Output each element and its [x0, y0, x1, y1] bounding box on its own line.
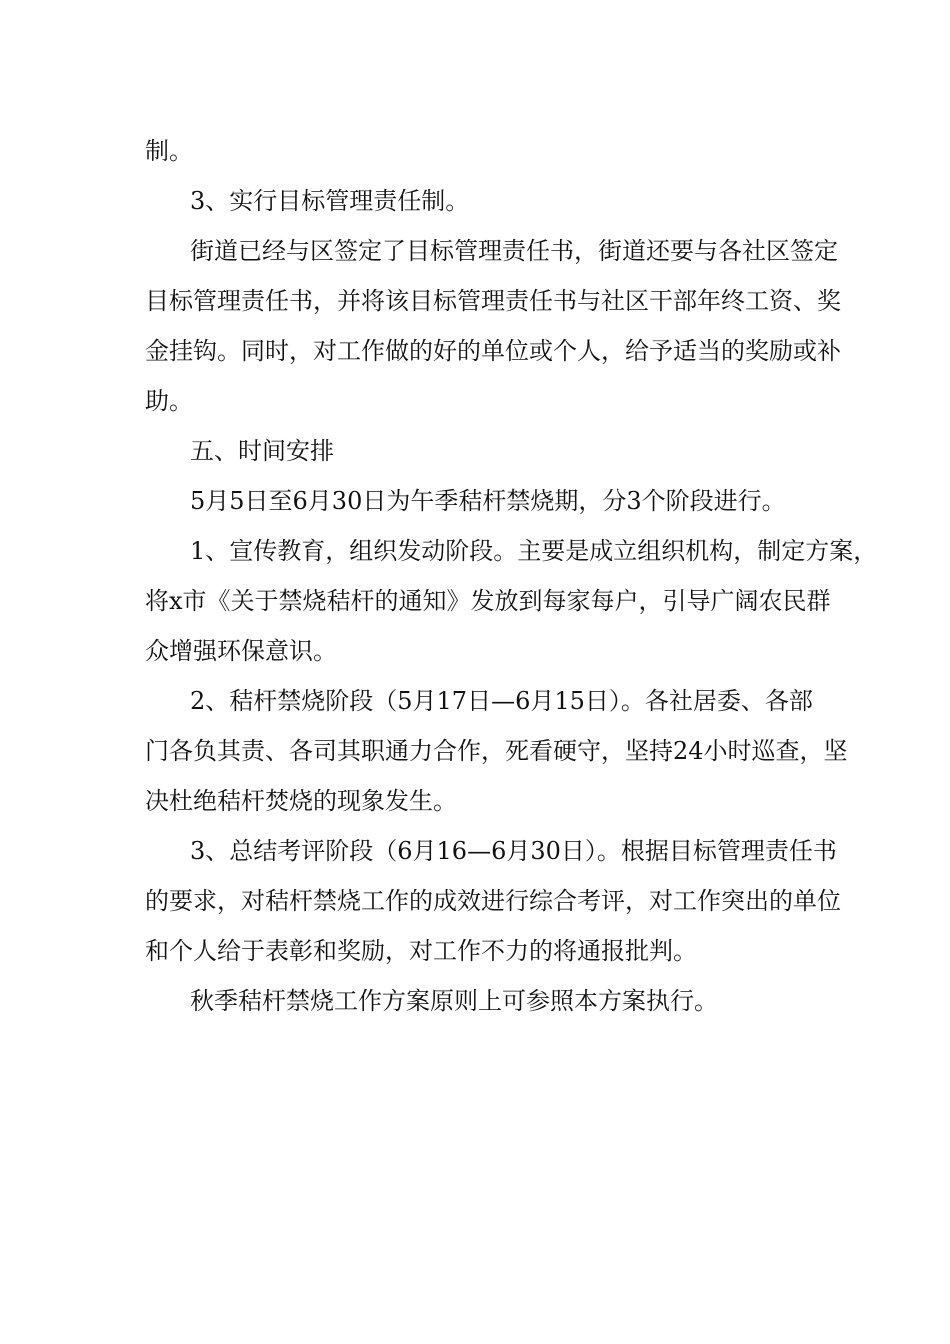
- text-line: 5月5日至6月30日为午季秸杆禁烧期，分3个阶段进行。: [190, 487, 786, 515]
- text-line: 的要求，对秸杆禁烧工作的成效进行综合考评，对工作突出的单位: [145, 887, 841, 915]
- text-line: 秋季秸杆禁烧工作方案原则上可参照本方案执行。: [190, 987, 718, 1015]
- text-line: 1、宣传教育，组织发动阶段。主要是成立组织机构，制定方案，: [190, 537, 878, 565]
- text-line: 金挂钩。同时，对工作做的好的单位或个人，给予适当的奖励或补: [145, 337, 841, 365]
- text-line: 和个人给于表彰和奖励，对工作不力的将通报批判。: [145, 937, 697, 965]
- text-line: 决杜绝秸杆焚烧的现象发生。: [145, 787, 457, 815]
- text-line: 门各负其责、各司其职通力合作，死看硬守，坚持24小时巡查，坚: [145, 737, 848, 765]
- text-line: 将x市《关于禁烧秸杆的通知》发放到每家每户，引导广阔农民群: [145, 587, 831, 615]
- text-line: 3、总结考评阶段（6月16—6月30日）。根据目标管理责任书: [190, 837, 837, 865]
- text-line: 街道已经与区签定了目标管理责任书，街道还要与各社区签定: [190, 237, 838, 265]
- text-line: 2、秸杆禁烧阶段（5月17日—6月15日）。各社居委、各部: [190, 687, 813, 715]
- section-heading: 3、实行目标管理责任制。: [190, 187, 470, 215]
- text-line: 助。: [145, 387, 193, 415]
- text-line: 众增强环保意识。: [145, 637, 337, 665]
- section-heading: 五、时间安排: [190, 437, 334, 465]
- text-line: 制。: [145, 137, 193, 165]
- text-line: 目标管理责任书，并将该目标管理责任书与社区干部年终工资、奖: [145, 287, 841, 315]
